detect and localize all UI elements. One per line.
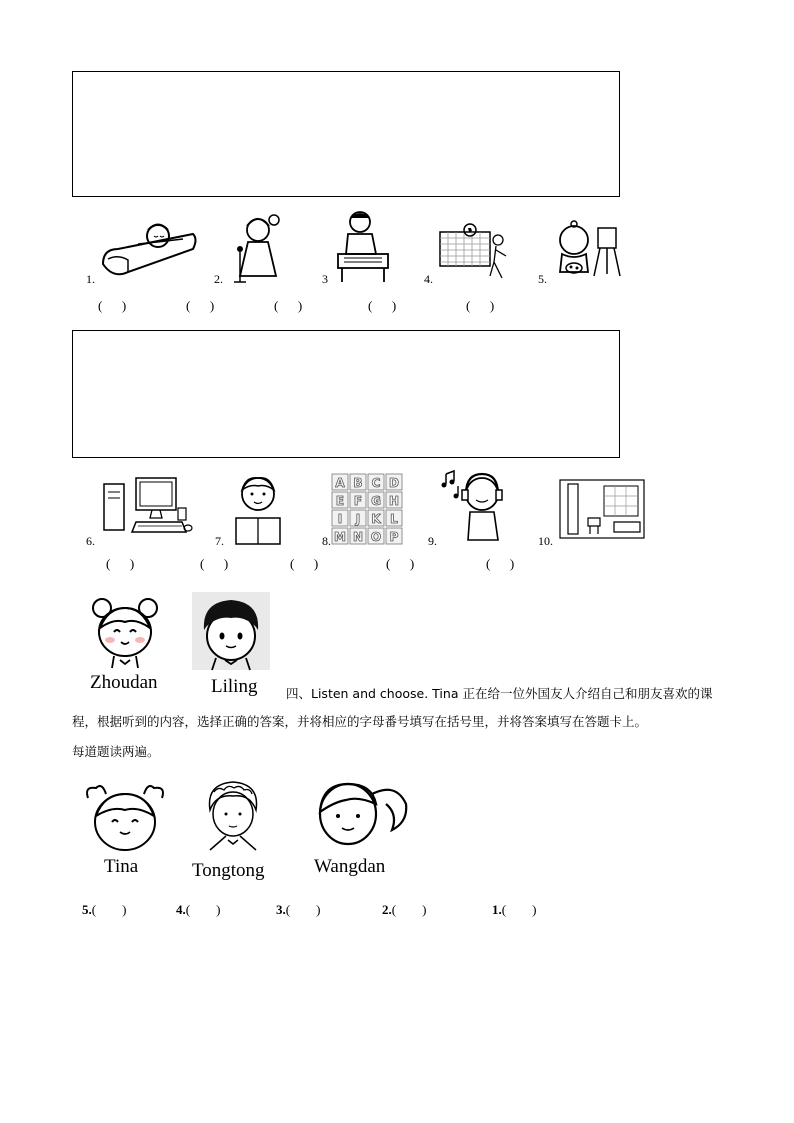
alphabet-letter: I [337, 512, 343, 526]
answer-blank-10[interactable]: ( ) [486, 556, 515, 571]
item-number-3: 3 [322, 272, 328, 286]
answer-item-3[interactable] [276, 902, 320, 918]
answer-number: 4. [176, 902, 186, 917]
instruction-line-3: 每道题读两遍。 [72, 744, 160, 759]
painting-boy-picture [550, 216, 624, 282]
item-number-7: 7. [215, 534, 224, 548]
instruction-line-2: 程，根据听到的内容，选择正确的答案，并将相应的字母番号填写在括号里，并将答案填写在答题卡上。 [72, 714, 648, 729]
boy-with-headphones-picture [440, 464, 510, 546]
alphabet-letter: N [352, 530, 364, 544]
item-number-4: 4. [424, 272, 433, 286]
answer-number: 2. [382, 902, 392, 917]
answer-blank-4[interactable]: ( ) [368, 298, 397, 313]
zhoudan-picture [88, 594, 162, 670]
word-box-2 [72, 330, 620, 458]
alphabet-letter: E [335, 494, 345, 508]
answer-blank-1[interactable]: ( ) [98, 298, 127, 313]
answer-number: 5. [82, 902, 92, 917]
computer-picture [100, 476, 194, 544]
item-number-6: 6. [86, 534, 95, 548]
tongtong-picture [200, 778, 266, 858]
tina-picture [82, 782, 168, 854]
alphabet-letter: C [371, 476, 381, 490]
alphabet-letter: K [371, 512, 381, 526]
answer-paren[interactable]: ( ) [91, 902, 127, 917]
boy-reading-picture [230, 472, 286, 546]
item-number-5: 5. [538, 272, 547, 286]
alphabet-letter: M [334, 530, 346, 544]
answer-number: 1. [492, 902, 502, 917]
zhoudan-label: Zhoudan [90, 672, 158, 693]
answer-blank-8[interactable]: ( ) [290, 556, 319, 571]
soccer-goal-picture [436, 222, 512, 284]
liling-label: Liling [211, 676, 258, 697]
wangdan-picture [312, 776, 412, 852]
alphabet-letter: P [389, 530, 399, 544]
wangdan-label: Wangdan [314, 856, 386, 877]
alphabet-letter: F [353, 494, 363, 508]
answer-item-5[interactable] [82, 902, 126, 918]
singing-girl-picture [228, 212, 288, 284]
answer-blank-5[interactable]: ( ) [466, 298, 495, 313]
answer-blank-3[interactable]: ( ) [274, 298, 303, 313]
answer-paren[interactable]: ( ) [391, 902, 427, 917]
alphabet-letter: B [353, 476, 363, 490]
item-number-1: 1. [86, 272, 95, 286]
alphabet-letter: H [388, 494, 400, 508]
answer-blank-6[interactable]: ( ) [106, 556, 135, 571]
answer-item-2[interactable] [382, 902, 426, 918]
tongtong-label: Tongtong [192, 860, 265, 881]
answer-item-4[interactable] [176, 902, 220, 918]
answer-paren[interactable]: ( ) [185, 902, 221, 917]
answer-paren[interactable]: ( ) [285, 902, 321, 917]
item-number-9: 9. [428, 534, 437, 548]
answer-paren[interactable]: ( ) [501, 902, 537, 917]
alphabet-letter: D [389, 476, 399, 490]
liling-photo [192, 592, 270, 670]
alphabet-letter: J [355, 512, 361, 526]
instruction-line-1: 四、Listen and choose. Tina 正在给一位外国友人介绍自己和朋友喜欢的课 [286, 686, 713, 701]
answer-number: 3. [276, 902, 286, 917]
alphabet-blocks-picture [330, 472, 406, 546]
sleeping-girl-picture [98, 214, 198, 284]
alphabet-letter: A [335, 476, 345, 490]
item-number-10: 10. [538, 534, 553, 548]
alphabet-letter: L [390, 512, 398, 526]
answer-blank-9[interactable]: ( ) [386, 556, 415, 571]
boy-at-desk-picture [332, 208, 392, 284]
answer-blank-7[interactable]: ( ) [200, 556, 229, 571]
tina-label: Tina [104, 856, 139, 877]
item-number-2: 2. [214, 272, 223, 286]
alphabet-letter: G [371, 494, 381, 508]
item-number-8: 8. [322, 534, 331, 548]
bathroom-picture [558, 478, 646, 540]
word-box-1 [72, 71, 620, 197]
answer-blank-2[interactable]: ( ) [186, 298, 215, 313]
answer-item-1[interactable] [492, 902, 536, 918]
alphabet-letter: O [370, 530, 382, 544]
